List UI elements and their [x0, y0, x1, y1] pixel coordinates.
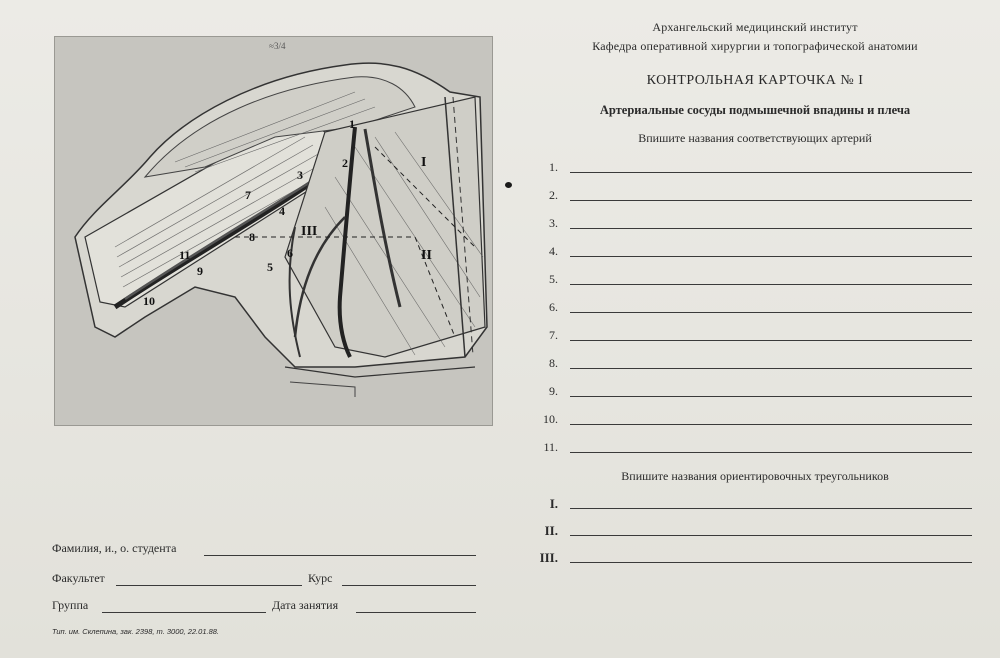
figure-marking-4: 4: [279, 204, 285, 218]
figure-marking-II: II: [421, 248, 432, 263]
group-field[interactable]: [102, 612, 266, 613]
figure-marking-5: 5: [267, 260, 273, 274]
printing-imprint: Тип. им. Склепина, зак. 2398, т. 3000, 22.01.88.: [52, 627, 219, 636]
figure-marking-11: 11: [179, 248, 191, 262]
triangle-number: II.: [544, 523, 558, 538]
student-name-field[interactable]: [204, 555, 476, 556]
student-name-label: Фамилия, и., о. студента: [52, 541, 177, 555]
figure-marking-7: 7: [245, 188, 251, 202]
figure-marking-10: 10: [143, 294, 155, 308]
course-field[interactable]: [342, 585, 476, 586]
artery-answer-line-11[interactable]: [520, 441, 972, 455]
artery-number: 4.: [549, 244, 558, 258]
artery-answer-line-4[interactable]: [520, 245, 972, 259]
triangle-answer-line-II[interactable]: [520, 524, 972, 538]
date-label: Дата занятия: [272, 598, 339, 612]
figure-marking-2: 2: [342, 156, 348, 170]
triangle-answer-line-III[interactable]: [520, 551, 972, 565]
ink-speck: [505, 182, 512, 188]
figure-marking-III: III: [301, 224, 318, 239]
figure-marking-6: 6: [287, 246, 293, 260]
figure-marking-I: I: [421, 155, 427, 170]
card-subject: Артериальные сосуды подмышечной впадины и плеча: [599, 103, 911, 117]
card-title: КОНТРОЛЬНАЯ КАРТОЧКА № I: [646, 73, 864, 88]
triangles-instruction: Впишите названия ориентировочных треугольников: [621, 469, 889, 483]
department-name: Кафедра оперативной хирургии и топографической анатомии: [592, 39, 918, 53]
artery-answer-line-8[interactable]: [520, 357, 972, 371]
triangle-number: I.: [549, 496, 558, 511]
artery-number: 6.: [549, 300, 558, 314]
figure-marking-9: 9: [197, 264, 203, 278]
triangle-answer-line-I[interactable]: [520, 497, 972, 511]
course-label: Курс: [308, 571, 333, 585]
artery-number: 9.: [549, 384, 558, 398]
artery-answer-line-9[interactable]: [520, 385, 972, 399]
triangle-number: III.: [539, 550, 558, 565]
artery-number: 10.: [543, 412, 558, 426]
institute-name: Архангельский медицинский институт: [652, 20, 858, 34]
artery-number: 2.: [549, 188, 558, 202]
axilla-drawing: [55, 37, 492, 425]
figure-marking-3: 3: [297, 168, 303, 182]
artery-answer-line-3[interactable]: [520, 217, 972, 231]
artery-answer-line-1[interactable]: [520, 161, 972, 175]
artery-answer-line-5[interactable]: [520, 273, 972, 287]
artery-answer-line-7[interactable]: [520, 329, 972, 343]
figure-corner-note: ≈3/4: [269, 41, 286, 51]
artery-number: 7.: [549, 328, 558, 342]
figure-marking-8: 8: [249, 230, 255, 244]
figure-marking-1: 1: [349, 117, 355, 131]
artery-answer-line-2[interactable]: [520, 189, 972, 203]
anatomy-illustration: [54, 36, 493, 426]
artery-number: 1.: [549, 160, 558, 174]
faculty-label: Факультет: [52, 571, 105, 585]
artery-answer-line-10[interactable]: [520, 413, 972, 427]
artery-number: 3.: [549, 216, 558, 230]
artery-answer-line-6[interactable]: [520, 301, 972, 315]
group-label: Группа: [52, 598, 89, 612]
faculty-field[interactable]: [116, 585, 302, 586]
arteries-instruction: Впишите названия соответствующих артерий: [638, 131, 872, 145]
artery-number: 11.: [543, 440, 558, 454]
artery-number: 8.: [549, 356, 558, 370]
date-field[interactable]: [356, 612, 476, 613]
artery-number: 5.: [549, 272, 558, 286]
